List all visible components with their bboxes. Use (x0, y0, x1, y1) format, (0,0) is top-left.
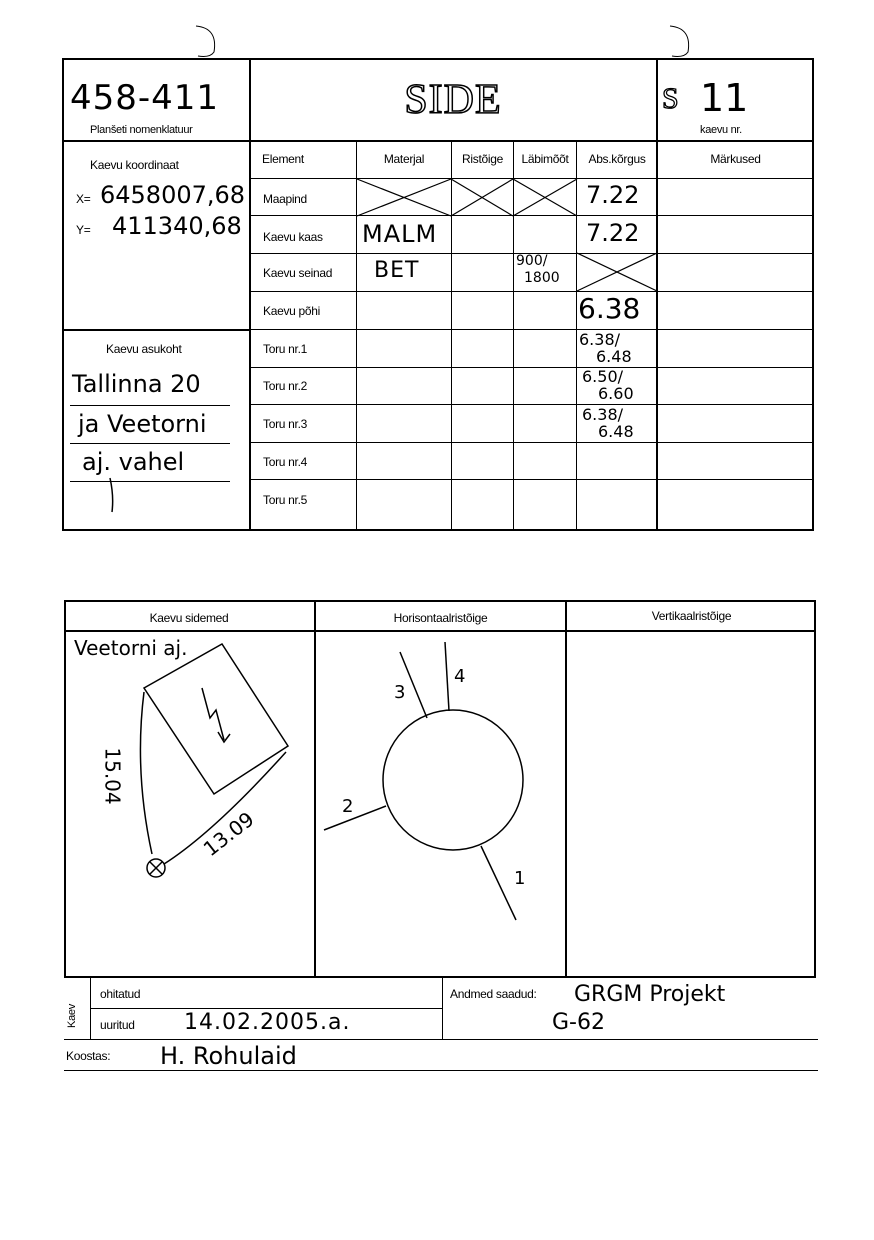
row-label-kaevu-kaas: Kaevu kaas (263, 230, 323, 244)
pipe-label-1: 1 (514, 868, 526, 889)
crossed-cells (0, 0, 874, 540)
abs-toru-3-bottom: 6.48 (598, 422, 634, 441)
map-number-label: Planšeti nomenklatuur (90, 124, 193, 136)
col-header-markused: Märkused (710, 152, 761, 166)
andmed-value-2: G-62 (552, 1010, 605, 1035)
materjal-kaevu-seinad: BET (374, 258, 420, 283)
abs-toru-3-top: 6.38/ (582, 405, 624, 424)
form-title: SIDE (404, 77, 502, 123)
col-header-abs: Abs.kõrgus (588, 152, 646, 166)
row-label-toru-3: Toru nr.3 (263, 417, 307, 431)
col-header-materjal: Materjal (383, 152, 425, 166)
coordinates-label: Kaevu koordinaat (90, 158, 179, 172)
location-label: Kaevu asukoht (106, 342, 182, 356)
footer-kaev-divider (90, 978, 91, 1040)
sketch-dimension-left: 15.04 (100, 747, 125, 805)
ohitatud-label: ohitatud (100, 987, 141, 1001)
well-prefix: S (662, 82, 679, 115)
materjal-kaevu-kaas: MALM (362, 220, 438, 248)
abs-toru-2-top: 6.50/ (582, 367, 624, 386)
row-label-toru-4: Toru nr.4 (263, 455, 307, 469)
row-label-kaevu-pohi: Kaevu põhi (263, 304, 321, 318)
y-label: Y= (76, 223, 91, 237)
abs-kaevu-pohi: 6.38 (578, 292, 641, 325)
x-label: X= (76, 192, 91, 206)
footer-bottom-line (64, 1039, 818, 1040)
col-header-ristloige: Ristõige (462, 152, 503, 166)
header-vertikaalristloige: Vertikaalristõige (651, 609, 732, 623)
footer-mid-line (90, 1008, 442, 1009)
abs-maapind: 7.22 (586, 181, 640, 209)
row-label-maapind: Maapind (263, 192, 307, 206)
col-header-labimoot: Läbimõõt (521, 152, 569, 166)
header-kaevu-sidemed: Kaevu sidemed (149, 611, 229, 625)
andmed-value-1: GRGM Projekt (574, 982, 726, 1007)
location-line-1: Tallinna 20 (72, 370, 201, 398)
pipe-label-4: 4 (454, 666, 466, 687)
x-coordinate: 6458007,68 (100, 181, 246, 209)
location-line-3: aj. vahel (82, 448, 185, 476)
sketch-dimension-bottom: 13.09 (198, 806, 259, 862)
abs-toru-2-bottom: 6.60 (598, 384, 634, 403)
pipe-label-2: 2 (342, 796, 354, 817)
connections-divider-2 (565, 600, 567, 978)
map-number: 458-411 (70, 78, 220, 118)
andmed-label: Andmed saadud: (450, 987, 537, 1001)
well-number-label: kaevu nr. (700, 124, 742, 136)
col-header-element: Element (262, 152, 304, 166)
row-label-toru-5: Toru nr.5 (263, 493, 307, 507)
well-number: 11 (700, 76, 749, 120)
abs-kaevu-kaas: 7.22 (586, 219, 640, 247)
footer-divider (442, 978, 443, 1040)
y-coordinate: 411340,68 (112, 212, 242, 240)
koostas-value: H. Rohulaid (160, 1042, 297, 1070)
kaev-label: Kaev (65, 1004, 78, 1028)
footer-koostas-line (64, 1070, 818, 1071)
abs-toru-1-top: 6.38/ (579, 330, 621, 349)
uuritud-label: uuritud (100, 1018, 135, 1032)
row-label-kaevu-seinad: Kaevu seinad (263, 266, 333, 280)
pipe-label-3: 3 (394, 682, 406, 703)
row-label-toru-1: Toru nr.1 (263, 342, 307, 356)
labimoot-top: 900/ (516, 253, 548, 269)
koostas-label: Koostas: (66, 1049, 111, 1063)
labimoot-bottom: 1800 (524, 270, 560, 286)
uuritud-value: 14.02.2005.a. (184, 1010, 351, 1035)
abs-toru-1-bottom: 6.48 (596, 347, 632, 366)
header-horisontaalristloige: Horisontaalristõige (393, 611, 488, 625)
sketch-road-label: Veetorni aj. (74, 636, 188, 660)
location-line-2: ja Veetorni (78, 410, 207, 438)
row-label-toru-2: Toru nr.2 (263, 379, 307, 393)
